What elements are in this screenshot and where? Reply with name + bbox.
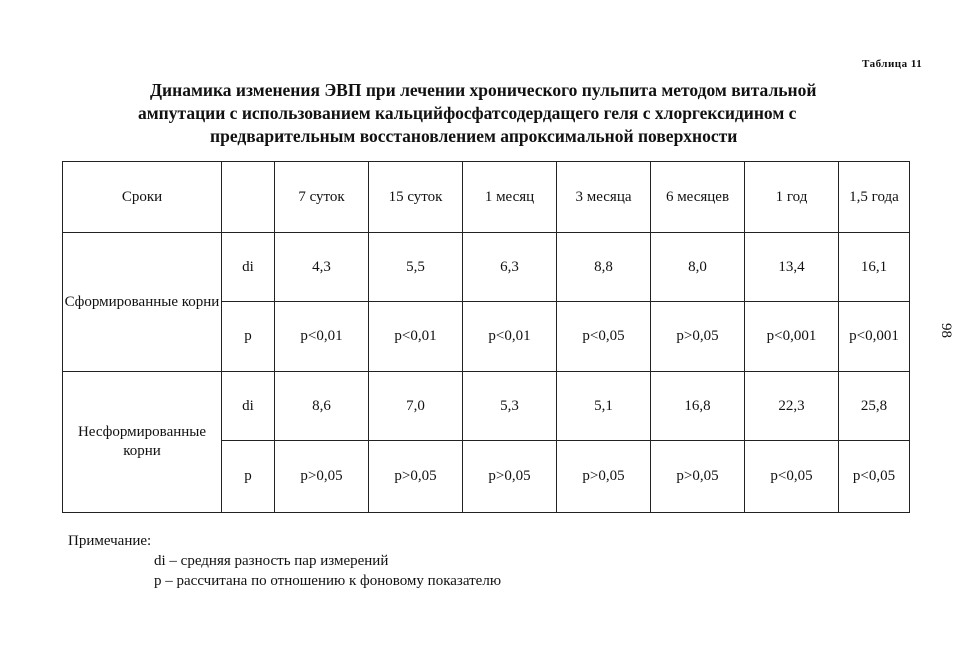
data-cell: 8,6: [275, 372, 369, 441]
data-cell: 16,8: [651, 372, 745, 441]
data-cell: 5,1: [557, 372, 651, 441]
data-cell: 25,8: [839, 372, 910, 441]
data-cell: p>0,05: [275, 441, 369, 513]
table-row: [63, 233, 910, 302]
data-cell: p<0,05: [839, 441, 910, 513]
data-cell: p>0,05: [557, 441, 651, 513]
data-cell: 13,4: [745, 233, 839, 302]
data-cell: p>0,05: [369, 441, 463, 513]
table-title: [60, 79, 960, 148]
header-cell-period: Сроки: [63, 162, 222, 233]
data-cell: 6,3: [463, 233, 557, 302]
data-cell: p<0,01: [463, 302, 557, 372]
data-cell: p<0,01: [369, 302, 463, 372]
data-cell: p<0,001: [839, 302, 910, 372]
data-cell: p>0,05: [651, 441, 745, 513]
row-label: p: [222, 441, 275, 513]
data-cell: p>0,05: [463, 441, 557, 513]
data-cell: 8,0: [651, 233, 745, 302]
data-cell: 4,3: [275, 233, 369, 302]
header-cell: 15 суток: [369, 162, 463, 233]
header-cell-blank: [222, 162, 275, 233]
table-note: [68, 531, 501, 591]
header-row: [63, 162, 910, 233]
group-label-formed-roots: Сформированные корни: [63, 233, 222, 372]
title-line-1: Динамика изменения ЭВП при лечении хронического пульпита методом витальной: [150, 80, 817, 100]
data-cell: p<0,01: [275, 302, 369, 372]
header-cell: 1 год: [745, 162, 839, 233]
header-cell: 6 месяцев: [651, 162, 745, 233]
row-label: p: [222, 302, 275, 372]
data-cell: p<0,001: [745, 302, 839, 372]
group-label-unformed-roots: Несформированные корни: [63, 372, 222, 513]
data-cell: 5,3: [463, 372, 557, 441]
data-cell: 22,3: [745, 372, 839, 441]
data-cell: 5,5: [369, 233, 463, 302]
page-number: 98: [938, 323, 954, 338]
table-number-label: Таблица 11: [862, 58, 923, 70]
note-line-p: p – рассчитана по отношению к фоновому показателю: [154, 573, 502, 589]
data-table: [62, 161, 910, 513]
row-label: di: [222, 372, 275, 441]
data-cell: 8,8: [557, 233, 651, 302]
data-cell: p<0,05: [557, 302, 651, 372]
header-cell: 1 месяц: [463, 162, 557, 233]
note-line-di: di – средняя разность пар измерений: [154, 553, 389, 569]
data-cell: p<0,05: [745, 441, 839, 513]
title-line-3: предварительным восстановлением апроксимальной поверхности: [210, 126, 738, 146]
data-cell: 16,1: [839, 233, 910, 302]
header-cell: 1,5 года: [839, 162, 910, 233]
header-cell: 3 месяца: [557, 162, 651, 233]
data-cell: 7,0: [369, 372, 463, 441]
row-label: di: [222, 233, 275, 302]
data-cell: p>0,05: [651, 302, 745, 372]
note-heading: Примечание:: [68, 533, 152, 549]
table-row: [63, 372, 910, 441]
title-line-2: ампутации с использованием кальцийфосфатсодердащего геля с хлоргексидином с: [138, 103, 797, 123]
header-cell: 7 суток: [275, 162, 369, 233]
